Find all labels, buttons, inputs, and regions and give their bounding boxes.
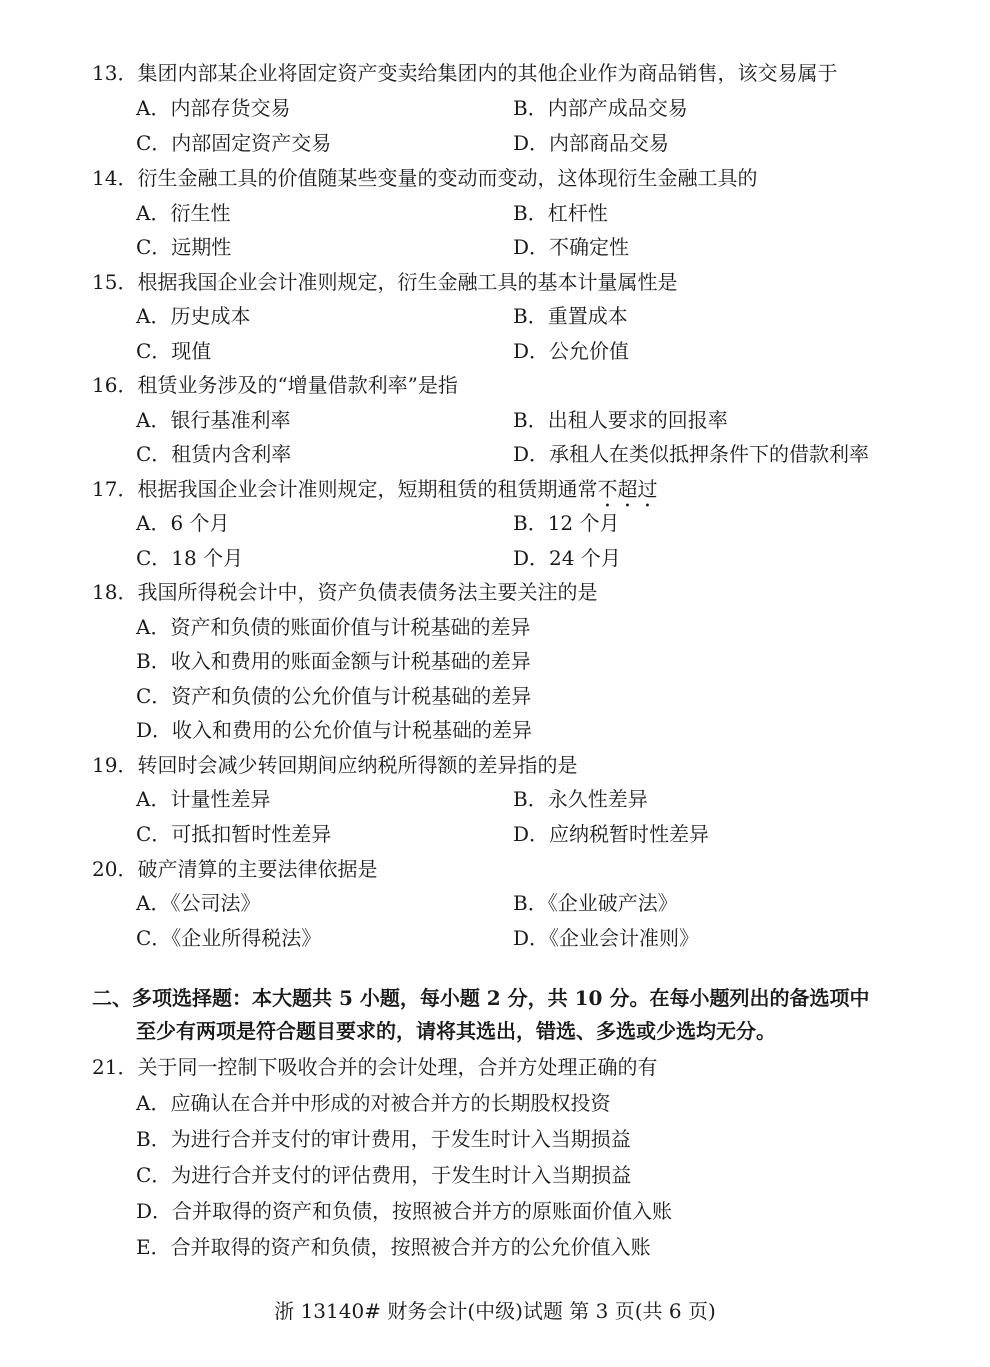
question-14-option-a: A．衍生性: [136, 201, 231, 225]
question-16-option-a: A．银行基准利率: [136, 408, 291, 432]
question-17-stem: [92, 476, 657, 512]
question-14-option-b: B．杠杆性: [513, 201, 608, 225]
question-20-option-d: D．《企业会计准则》: [513, 926, 700, 950]
question-18-stem: 18．我国所得税会计中，资产负债表债务法主要关注的是: [92, 580, 598, 604]
question-13-option-a: A．内部存货交易: [136, 96, 291, 120]
question-19-option-d: D．应纳税暂时性差异: [513, 822, 710, 846]
question-15-option-b: B．重置成本: [513, 304, 628, 328]
question-15-option-a: A．历史成本: [136, 304, 251, 328]
question-14-option-d: D．不确定性: [513, 235, 630, 259]
question-17-stem-text: 17．根据我国企业会计准则规定，短期租赁的租赁期通常: [92, 477, 598, 501]
question-18-option-d: D．收入和费用的公允价值与计税基础的差异: [136, 718, 533, 742]
question-17-option-c: C．18 个月: [136, 546, 244, 570]
question-16-option-d: D．承租人在类似抵押条件下的借款利率: [513, 442, 870, 466]
question-21-option-a: A．应确认在合并中形成的对被合并方的长期股权投资: [136, 1091, 611, 1115]
question-13-stem: 13．集团内部某企业将固定资产变卖给集团内的其他企业作为商品销售，该交易属于: [92, 61, 838, 85]
question-16-stem: 16．租赁业务涉及的“增量借款利率”是指: [92, 373, 458, 397]
question-17-option-b: B．12 个月: [513, 511, 620, 535]
question-21-option-b: B．为进行合并支付的审计费用，于发生时计入当期损益: [136, 1127, 631, 1151]
question-15-stem: 15．根据我国企业会计准则规定，衍生金融工具的基本计量属性是: [92, 270, 678, 294]
question-18-option-a: A．资产和负债的账面价值与计税基础的差异: [136, 615, 531, 639]
question-20-option-c: C．《企业所得税法》: [136, 926, 322, 950]
question-14-option-c: C．远期性: [136, 235, 232, 259]
question-17-option-a: A．6 个月: [136, 511, 230, 535]
question-15-option-d: D．公允价值: [513, 339, 630, 363]
question-17-emphasis: 不超过: [597, 477, 658, 501]
question-19-stem: 19．转回时会减少转回期间应纳税所得额的差异指的是: [92, 753, 578, 777]
question-19-option-a: A．计量性差异: [136, 787, 271, 811]
page-footer: 浙 13140# 财务会计(中级)试题 第 3 页(共 6 页): [274, 1299, 716, 1323]
question-13-option-b: B．内部产成品交易: [513, 96, 688, 120]
question-20-option-b: B．《企业破产法》: [513, 891, 678, 915]
question-21-option-c: C．为进行合并支付的评估费用，于发生时计入当期损益: [136, 1163, 632, 1187]
question-15-option-c: C．现值: [136, 339, 212, 363]
question-17-option-d: D．24 个月: [513, 546, 621, 570]
question-19-option-c: C．可抵扣暂时性差异: [136, 822, 332, 846]
question-13-option-d: D．内部商品交易: [513, 131, 670, 155]
question-18-option-b: B．收入和费用的账面金额与计税基础的差异: [136, 649, 531, 673]
question-21-option-e: E．合并取得的资产和负债，按照被合并方的公允价值入账: [136, 1235, 651, 1259]
question-19-option-b: B．永久性差异: [513, 787, 648, 811]
question-18-option-c: C．资产和负债的公允价值与计税基础的差异: [136, 684, 532, 708]
section-2-heading: 二、多项选择题：本大题共 5 小题，每小题 2 分，共 10 分。在每小题列出的备选项中: [92, 986, 870, 1010]
question-21-option-d: D．合并取得的资产和负债，按照被合并方的原账面价值入账: [136, 1199, 673, 1223]
question-13-option-c: C．内部固定资产交易: [136, 131, 332, 155]
section-2-instructions: 至少有两项是符合题目要求的，请将其选出，错选、多选或少选均无分。: [136, 1019, 776, 1043]
question-21-stem: 21．关于同一控制下吸收合并的会计处理，合并方处理正确的有: [92, 1055, 658, 1079]
question-16-option-b: B．出租人要求的回报率: [513, 408, 728, 432]
question-16-option-c: C．租赁内含利率: [136, 442, 292, 466]
question-20-stem: 20．破产清算的主要法律依据是: [92, 857, 378, 881]
question-20-option-a: A．《公司法》: [136, 891, 261, 915]
question-14-stem: 14．衍生金融工具的价值随某些变量的变动而变动，这体现衍生金融工具的: [92, 166, 758, 190]
